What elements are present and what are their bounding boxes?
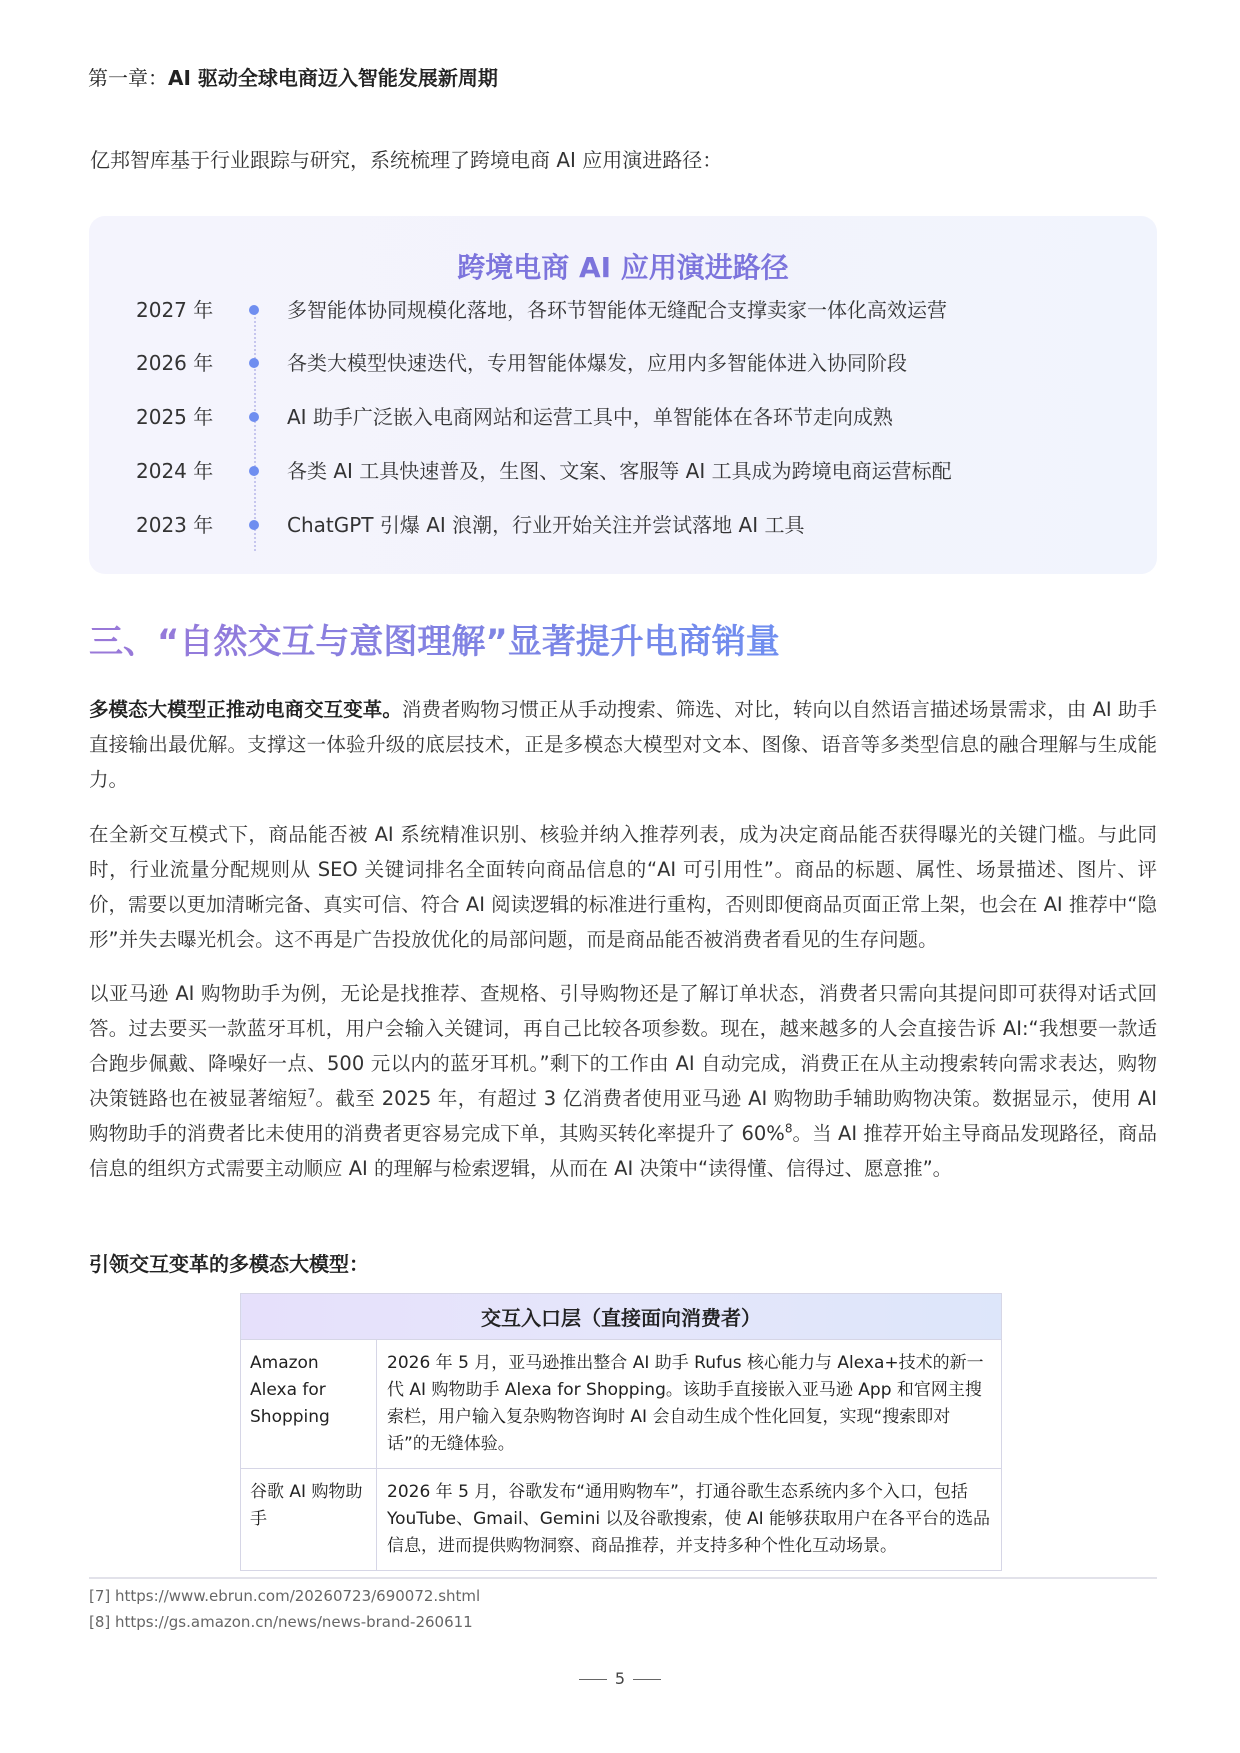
timeline-item [89, 295, 1157, 325]
timeline-text: 各类大模型快速迭代，专用智能体爆发，应用内多智能体进入协同阶段 [287, 351, 907, 375]
timeline-item [89, 348, 1157, 378]
timeline-dot-icon [249, 412, 259, 422]
timeline-text: AI 助手广泛嵌入电商网站和运营工具中，单智能体在各环节走向成熟 [287, 405, 893, 429]
page-number [0, 1669, 1240, 1688]
timeline-dot-icon [249, 520, 259, 530]
chapter-header [88, 62, 498, 91]
model-description: 2026 年 5 月，亚马逊推出整合 AI 助手 Rufus 核心能力与 Alexa+技术的新一代 AI 购物助手 Alexa for Shopping。该助手直接嵌入亚马逊 App 和官网主搜索栏，用户输入复杂购物咨询时 AI 会自动生成个性化回复，实现“搜索即对话”的无缝体验。 [377, 1340, 1002, 1469]
footnote-8[interactable]: [8] https://gs.amazon.cn/news/news-brand-260611 [89, 1613, 473, 1631]
chapter-title: AI 驱动全球电商迈入智能发展新周期 [168, 66, 498, 90]
timeline-text: 各类 AI 工具快速普及，生图、文案、客服等 AI 工具成为跨境电商运营标配 [287, 459, 952, 483]
paragraph-1 [89, 692, 1157, 797]
paragraph-3-part-c: 。当 AI 推荐开始主导商品发现路径，商品信息的组织方式需要主动顺应 AI 的理解与检索逻辑，从而在 AI 决策中“读得懂、信得过、愿意推”。 [89, 1122, 1157, 1180]
intro-text: 亿邦智库基于行业跟踪与研究，系统梳理了跨境电商 AI 应用演进路径： [90, 148, 723, 172]
paragraph-2: 在全新交互模式下，商品能否被 AI 系统精准识别、核验并纳入推荐列表，成为决定商品能否获得曝光的关键门槛。与此同时，行业流量分配规则从 SEO 关键词排名全面转向商品信息的“AI 可引用性”。商品的标题、属性、场景描述、图片、评价，需要以更加清晰完备、真实可信、符合 AI 阅读逻辑的标准进行重构，否则即便商品页面正常上架，也会在 AI 推荐中“隐形”并失去曝光机会。这不再是广告投放优化的局部问题，而是商品能否被消费者看见的生存问题。 [89, 823, 1158, 951]
footnote-ref-8[interactable]: 8 [784, 1121, 793, 1136]
page-number-value: 5 [614, 1669, 626, 1688]
timeline-dot-icon [249, 305, 259, 315]
table-row [241, 1340, 1002, 1469]
footnote-ref-7[interactable]: 7 [307, 1086, 316, 1101]
roadmap-box [89, 216, 1157, 574]
section-title: 三、“自然交互与意图理解”显著提升电商销量 [89, 614, 780, 663]
timeline-year: 2023 年 [136, 513, 214, 537]
timeline-year: 2025 年 [136, 405, 214, 429]
chapter-prefix: 第一章： [88, 66, 168, 90]
models-heading: 引领交互变革的多模态大模型： [89, 1252, 369, 1276]
model-name: 谷歌 AI 购物助手 [241, 1469, 377, 1571]
footnote-7[interactable]: [7] https://www.ebrun.com/20260723/690072.shtml [89, 1587, 481, 1605]
page-number-dash-right [633, 1679, 661, 1680]
timeline-text: 多智能体协同规模化落地，各环节智能体无缝配合支撑卖家一体化高效运营 [287, 298, 947, 322]
paragraph-body: 消费者购物习惯正从手动搜索、筛选、对比，转向以自然语言描述场景需求，由 AI 助手直接输出最优解。支撑这一体验升级的底层技术，正是多模态大模型对文本、图像、语音等多类型信息的融合理解与生成能力。 [89, 698, 1157, 791]
timeline-item [89, 402, 1157, 432]
table-row [241, 1469, 1002, 1571]
paragraph-3-part-b: 。截至 2025 年，有超过 3 亿消费者使用亚马逊 AI 购物助手辅助购物决策。数据显示，使用 AI 购物助手的消费者比未使用的消费者更容易完成下单，其购买转化率提升了 60% [89, 1087, 1157, 1145]
timeline-item [89, 456, 1157, 486]
model-name: Amazon Alexa for Shopping [241, 1340, 377, 1469]
page-number-dash-left [579, 1679, 607, 1680]
timeline-text: ChatGPT 引爆 AI 浪潮，行业开始关注并尝试落地 AI 工具 [287, 513, 805, 537]
table-header: 交互入口层（直接面向消费者） [241, 1294, 1002, 1340]
timeline-dot-icon [249, 466, 259, 476]
paragraph-3-part-a: 以亚马逊 AI 购物助手为例，无论是找推荐、查规格、引导购物还是了解订单状态，消费者只需向其提问即可获得对话式回答。过去要买一款蓝牙耳机，用户会输入关键词，再自己比较各项参数。现在，越来越多的人会直接告诉 AI:“我想要一款适合跑步佩戴、降噪好一点、500 元以内的蓝牙耳机。”剩下的工作由 AI 自动完成，消费正在从主动搜索转向需求表达，购物决策链路也在被显著缩短 [89, 982, 1157, 1110]
timeline-year: 2027 年 [136, 298, 214, 322]
timeline-year: 2024 年 [136, 459, 214, 483]
models-table [240, 1293, 1002, 1571]
table-header-row [241, 1294, 1002, 1340]
roadmap-title: 跨境电商 AI 应用演进路径 [457, 251, 789, 284]
timeline-dot-icon [249, 358, 259, 368]
timeline-item [89, 510, 1157, 540]
timeline-year: 2026 年 [136, 351, 214, 375]
paragraph-3 [89, 976, 1157, 1186]
model-description: 2026 年 5 月，谷歌发布“通用购物车”，打通谷歌生态系统内多个入口，包括 YouTube、Gmail、Gemini 以及谷歌搜索，使 AI 能够获取用户在各平台的选品信息，进而提供购物洞察、商品推荐，并支持多种个性化互动场景。 [377, 1469, 1002, 1571]
footnote-divider [89, 1577, 1157, 1579]
paragraph-lead: 多模态大模型正推动电商交互变革。 [89, 698, 402, 721]
